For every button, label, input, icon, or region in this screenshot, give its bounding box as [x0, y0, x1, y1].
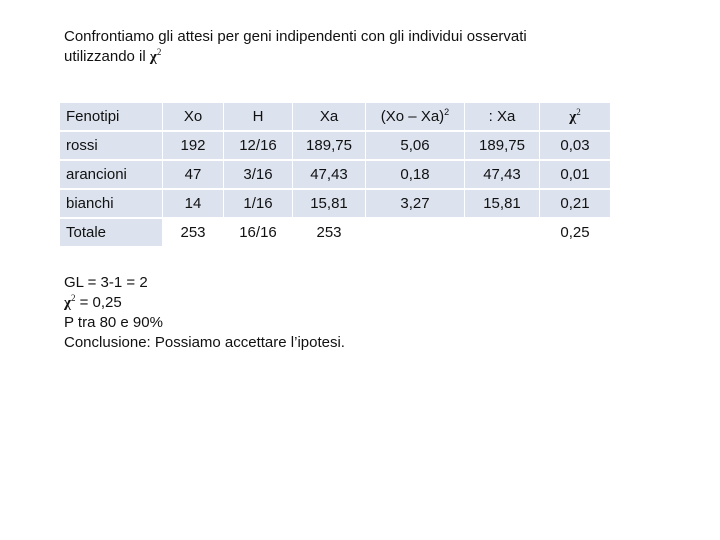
cell-diff-squared: 3,27 [366, 190, 465, 217]
cell-diff-squared: 5,06 [366, 132, 465, 159]
header-xa: Xa [293, 103, 366, 130]
cell-xo: 47 [163, 161, 224, 188]
cell-diff-squared: 0,18 [366, 161, 465, 188]
chi-square-result [64, 293, 345, 313]
chi-square-table [60, 101, 611, 248]
cell-xa: 15,81 [293, 190, 366, 217]
cell-total-xa: 253 [293, 219, 366, 246]
cell-xo: 192 [163, 132, 224, 159]
header-diff-squared [366, 103, 465, 130]
cell-div-xa: 47,43 [465, 161, 540, 188]
intro-line-1: Confrontiamo gli attesi per geni indipendenti con gli individui osservati [64, 28, 527, 45]
intro-text [64, 27, 664, 67]
cell-div-xa: 189,75 [465, 132, 540, 159]
probability-range: P tra 80 e 90% [64, 314, 163, 331]
header-chi-exponent: 2 [576, 106, 581, 117]
cell-chi-square: 0,03 [540, 132, 611, 159]
intro-line-2-text: utilizzando il [64, 48, 150, 65]
cell-fenotipo: bianchi [60, 190, 163, 217]
cell-h: 3/16 [224, 161, 293, 188]
chi-square-symbol [64, 295, 75, 311]
cell-fenotipo: arancioni [60, 161, 163, 188]
cell-total-chi-square: 0,25 [540, 219, 611, 246]
table-row [60, 132, 611, 159]
header-xo: Xo [163, 103, 224, 130]
cell-totale-label: Totale [60, 219, 163, 246]
cell-xo: 14 [163, 190, 224, 217]
chi-letter: χ [64, 295, 71, 311]
conclusion-text: Conclusione: Possiamo accettare l’ipotesi. [64, 334, 345, 351]
header-h: H [224, 103, 293, 130]
cell-h: 12/16 [224, 132, 293, 159]
header-diff-exponent: 2 [444, 107, 450, 117]
chi-square-value: = 0,25 [75, 294, 122, 311]
table-total-row [60, 219, 611, 246]
table-row [60, 161, 611, 188]
cell-chi-square: 0,01 [540, 161, 611, 188]
table-row [60, 190, 611, 217]
header-fenotipi: Fenotipi [60, 103, 163, 130]
conclusion-notes [64, 273, 345, 353]
cell-total-diff-squared [366, 219, 465, 246]
intro-line-2 [64, 47, 664, 67]
header-chi-letter: χ [569, 108, 577, 125]
cell-total-xo: 253 [163, 219, 224, 246]
chi-exponent: 2 [70, 293, 76, 303]
chi-exponent: 2 [156, 47, 162, 57]
cell-chi-square: 0,21 [540, 190, 611, 217]
table-header-row [60, 103, 611, 130]
cell-div-xa: 15,81 [465, 190, 540, 217]
cell-fenotipo: rossi [60, 132, 163, 159]
header-diff-text: (Xo – Xa) [380, 108, 445, 125]
cell-xa: 47,43 [293, 161, 366, 188]
degrees-of-freedom: GL = 3-1 = 2 [64, 274, 148, 291]
chi-square-symbol [150, 49, 161, 65]
cell-total-div-xa [465, 219, 540, 246]
chi-letter: χ [149, 49, 157, 65]
header-div-xa: : Xa [465, 103, 540, 130]
cell-xa: 189,75 [293, 132, 366, 159]
header-chi-square [540, 103, 611, 130]
cell-total-h: 16/16 [224, 219, 293, 246]
cell-h: 1/16 [224, 190, 293, 217]
